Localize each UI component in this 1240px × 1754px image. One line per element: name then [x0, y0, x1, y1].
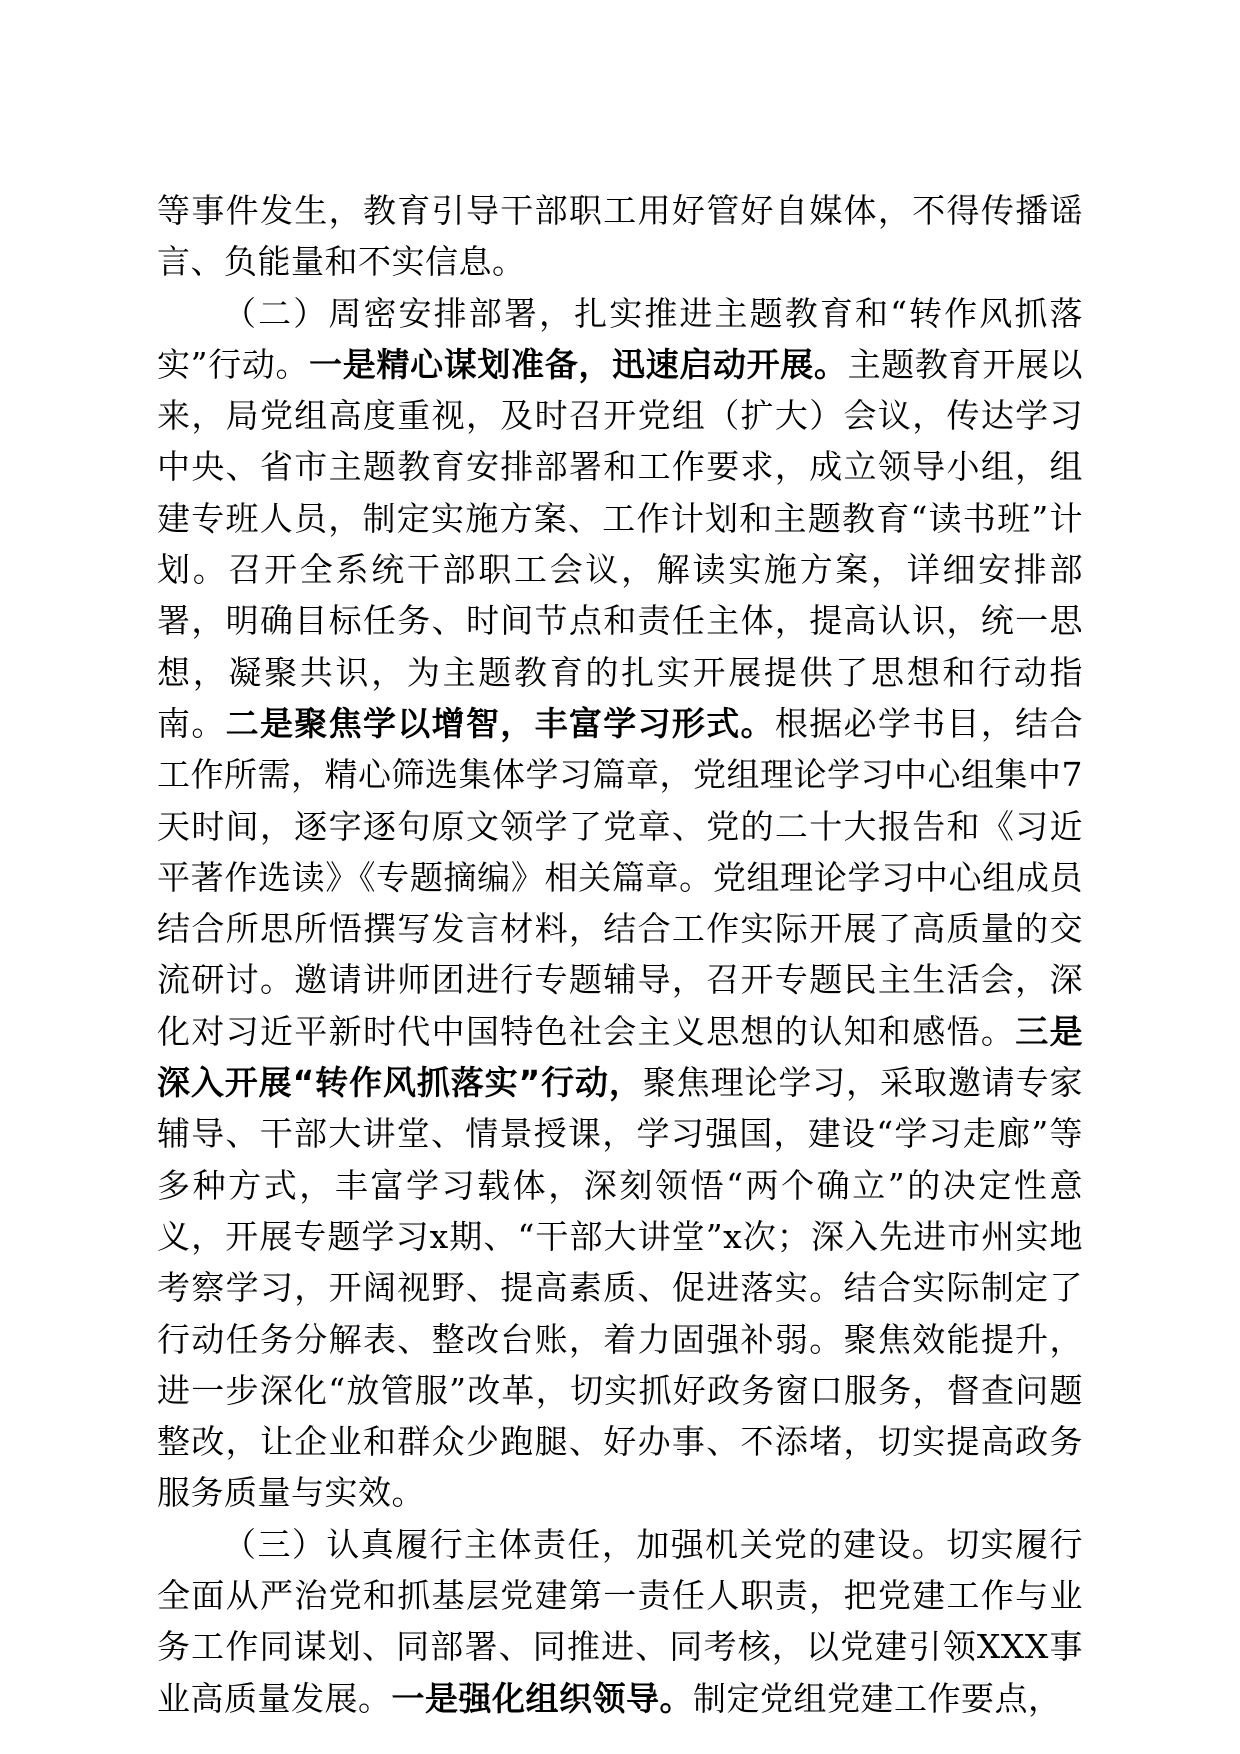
paragraph-section-two — [157, 288, 1083, 1519]
bold-point-three: 三是深入开展“转作风抓落实”行动， — [157, 1011, 1084, 1103]
bold-point-two: 二是聚焦学以增智，丰富学习形式。 — [225, 703, 775, 743]
paragraph-continuation — [157, 185, 1083, 288]
section-heading: （三）认真履行主体责任，加强机关党的建设。切实履行全面从严治党和抓基层党建第一责任人职责，把党建工作与业务工作同谋划、同部署、同推进、同考核，以党建引领XXX事业高质量发展。 — [157, 1524, 1083, 1718]
paragraph-section-three — [157, 1519, 1083, 1724]
body-text: 等事件发生，教育引导干部职工用好管好自媒体，不得传播谣言、负能量和不实信息。 — [157, 191, 1083, 282]
document-page — [157, 185, 1083, 1724]
body-text: 制定党组党建工作要点， — [693, 1678, 1062, 1718]
body-text: 根据必学书目，结合工作所需，精心筛选集体学习篇章，党组理论学习中心组集中7天时间，逐字逐句原文领学了党章、党的二十大报告和《习近平著作选读》《专题摘编》相关篇章。党组理论学习中心组成员结合所思所悟撰写发言材料，结合工作实际开展了高质量的交流研讨。邀请讲师团进行专题辅导，召开专题民主生活会，深化对习近平新时代中国特色社会主义思想的认知和感悟。 — [157, 703, 1084, 1051]
body-text: 聚焦理论学习，采取邀请专家辅导、干部大讲堂、情景授课，学习强国，建设“学习走廊”等多种方式，丰富学习载体，深刻领悟“两个确立”的决定性意义，开展专题学习x期、“干部大讲堂”x次；深入先进市州实地考察学习，开阔视野、提高素质、促进落实。结合实际制定了行动任务分解表、整改台账，着力固强补弱。聚焦效能提升，进一步深化“放管服”改革，切实抓好政务窗口服务，督查问题整改，让企业和群众少跑腿、好办事、不添堵，切实提高政务服务质量与实效。 — [157, 1063, 1083, 1513]
bold-point-one: 一是强化组织领导。 — [391, 1678, 693, 1718]
bold-point-one: 一是精心谋划准备，迅速启动开展。 — [309, 344, 848, 384]
body-text: 主题教育开展以来，局党组高度重视，及时召开党组（扩大）会议，传达学习中央、省市主题教育安排部署和工作要求，成立领导小组，组建专班人员，制定实施方案、工作计划和主题教育“读书班”计划。召开全系统干部职工会议，解读实施方案，详细安排部署，明确目标任务、时间节点和责任主体，提高认识，统一思想，凝聚共识，为主题教育的扎实开展提供了思想和行动指南。 — [157, 344, 1084, 743]
section-heading: （二）周密安排部署，扎实推进主题教育和“转作风抓落实”行动。 — [157, 293, 1083, 384]
